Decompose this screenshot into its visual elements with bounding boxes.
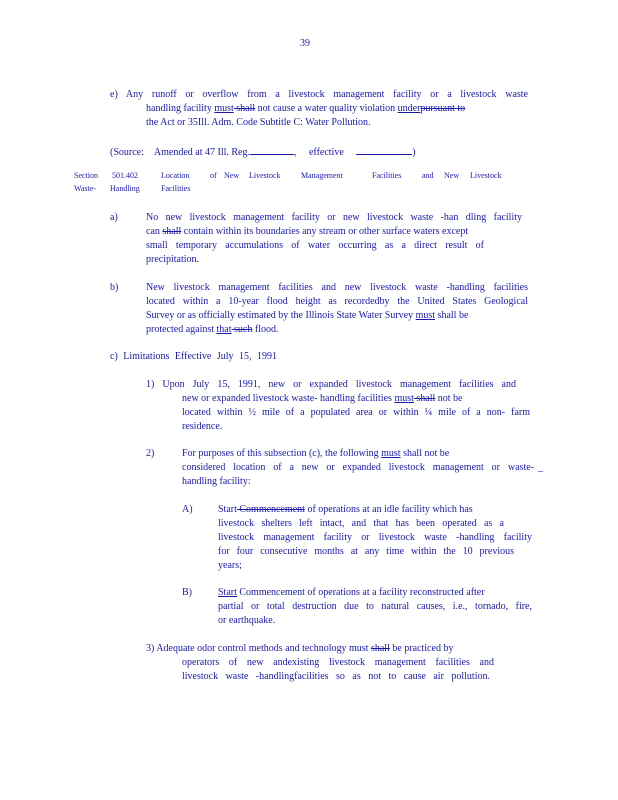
sub2-line-1 — [182, 447, 502, 461]
sub2-B-text: Commencement of operations at a facility reconstructed after — [236, 587, 485, 598]
struck-text: Commencement — [236, 504, 305, 515]
struck-text: pursuant to — [420, 103, 466, 114]
item-a-marker: a) — [110, 212, 118, 223]
heading-word: New — [224, 171, 240, 180]
source-comma: , — [293, 147, 297, 158]
para-e-text: handling facility — [146, 103, 215, 114]
inserted-text: must — [415, 310, 436, 321]
effective-date-blank — [356, 143, 412, 155]
item-a-line-2 — [146, 225, 530, 239]
sub2-A-line-4: for four consecutive months at any time within the 10 previous — [218, 546, 514, 557]
struck-text: shall — [162, 226, 182, 237]
heading-word: of — [210, 171, 217, 180]
item-b-text: protected against — [146, 324, 217, 335]
sub1-line-3: located within ½ mile of a populated area or within ¼ mile of a non- farm — [182, 407, 530, 418]
sub2-B-line-2: partial or total destruction due to natural causes, i.e., tornado, fire, — [218, 601, 532, 612]
struck-text: shall — [413, 393, 436, 404]
sub2-A-line-3: livestock management facility or livestock waste -handling facility — [218, 532, 532, 543]
struck-text: shall — [370, 643, 390, 654]
sub1-line-2 — [182, 392, 522, 406]
heading-word: Location — [161, 171, 190, 180]
sub3-line-2: operators of new andexisting livestock management facilities and — [182, 657, 494, 668]
heading-word: New — [444, 171, 460, 180]
heading-word: Livestock — [470, 171, 502, 180]
sub1-text: new or expanded livestock waste- handling facilities — [182, 393, 395, 404]
sub3-line-1 — [146, 642, 536, 656]
inserted-text: Start — [218, 587, 237, 598]
para-e-line-1: e) Any runoff or overflow from a livestock management facility or a livestock waste — [110, 89, 528, 100]
heading-word: Waste- — [74, 184, 97, 193]
item-a-text: can — [146, 226, 163, 237]
source-effective: effective — [308, 147, 344, 158]
sub2-A-line-1 — [218, 503, 524, 517]
sub2-marker: 2) — [146, 448, 155, 459]
sub2-B-marker: B) — [182, 587, 192, 598]
source-label: (Source: — [110, 147, 144, 158]
struck-text: such — [231, 324, 253, 335]
inserted-text: under — [397, 103, 421, 114]
heading-word: Section — [74, 171, 98, 180]
sub2-A-line-5: years; — [218, 560, 242, 571]
inserted-text: that — [216, 324, 232, 335]
para-e-line-3: the Act or 35Ill. Adm. Code Subtitle C: Water Pollution. — [146, 117, 371, 128]
sub3-text: be practiced by — [389, 643, 454, 654]
sub2-text: For purposes of this subsection (c), the following — [182, 448, 382, 459]
sub2-line-3: handling facility: — [182, 476, 251, 487]
item-a-text: contain within its boundaries any stream or other surface waters except — [181, 226, 469, 237]
heading-word: and — [422, 171, 434, 180]
item-b-text: Survey or as officially estimated by the Illinois State Water Survey — [146, 310, 416, 321]
sub2-A-text: Start — [218, 504, 237, 515]
item-b-line-2: located within a 10-year flood height as recordedby the United States Geological — [146, 296, 528, 307]
sub2-B-line-3: or earthquake. — [218, 615, 276, 626]
struck-text: shall — [233, 103, 256, 114]
sub1-text: not be — [435, 393, 463, 404]
heading-word: Facilities — [372, 171, 402, 180]
item-b-line-3 — [146, 309, 530, 323]
sub3-text: 3) Adequate odor control methods and technology must — [146, 643, 371, 654]
item-c-heading: c) Limitations Effective July 15, 1991 — [110, 351, 278, 362]
sub2-text: shall not be — [400, 448, 450, 459]
heading-word: Facilities — [161, 184, 191, 193]
item-b-marker: b) — [110, 282, 119, 293]
item-b-line-4 — [146, 323, 278, 337]
sub2-B-line-1 — [218, 586, 534, 600]
sub2-line-2: considered location of a new or expanded livestock management or waste- — [182, 462, 534, 473]
para-e-text: not cause a water quality violation — [255, 103, 398, 114]
sub2-A-marker: A) — [182, 504, 193, 515]
register-blank — [250, 143, 294, 155]
item-b-line-1: New livestock management facilities and new livestock waste -handling facilities — [146, 282, 528, 293]
sub2-A-line-2: livestock shelters left intact, and that has been operated as a — [218, 518, 504, 529]
item-b-text: shall be — [435, 310, 469, 321]
inserted-text: must — [394, 393, 414, 404]
heading-word: 501.402 — [112, 171, 138, 180]
item-a-line-4: precipitation. — [146, 254, 200, 265]
source-note — [110, 143, 416, 160]
heading-word: Handling — [110, 184, 140, 193]
inserted-text: must — [214, 103, 234, 114]
item-a-line-3: small temporary accumulations of water occurring as a direct result of — [146, 240, 484, 251]
source-close: ) — [412, 147, 416, 158]
para-e-line-2 — [146, 102, 536, 116]
sub2-line-2-tail: _ — [538, 462, 543, 473]
source-amended: Amended at 47 Ill. Reg. — [153, 147, 250, 158]
sub1-line-1: 1) Upon July 15, 1991, new or expanded livestock management facilities and — [146, 379, 516, 390]
heading-word: Management — [301, 171, 343, 180]
sub2-A-text: of operations at an idle facility which has — [304, 504, 473, 515]
inserted-text: must — [381, 448, 401, 459]
sub3-line-3: livestock waste -handlingfacilities so as not to cause air pollution. — [182, 671, 490, 682]
item-a-line-1: No new livestock management facility or new livestock waste -han dling facility — [146, 212, 522, 223]
item-b-text: flood. — [252, 324, 279, 335]
page-number: 39 — [300, 38, 310, 49]
heading-word: Livestock — [249, 171, 281, 180]
sub1-line-4: residence. — [182, 421, 223, 432]
